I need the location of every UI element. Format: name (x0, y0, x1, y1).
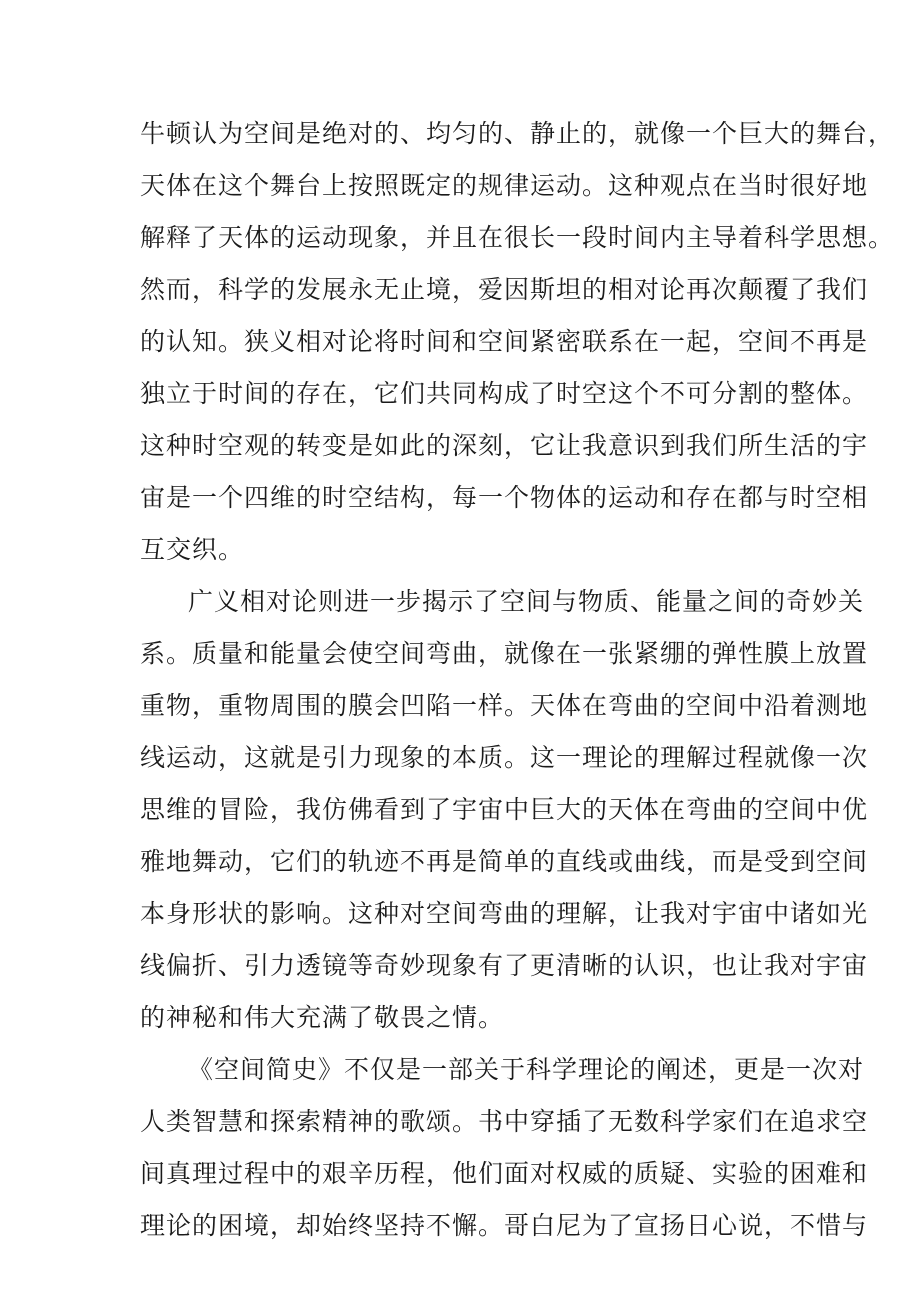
text-line: 互交织。 (140, 535, 245, 564)
text-line: 间真理过程中的艰辛历程，他们面对权威的质疑、实验的困难和 (140, 1159, 869, 1188)
text-line: 系。质量和能量会使空间弯曲，就像在一张紧绷的弹性膜上放置 (140, 639, 869, 668)
text-line: 雅地舞动，它们的轨迹不再是简单的直线或曲线，而是受到空间 (140, 847, 869, 876)
text-line: 宙是一个四维的时空结构，每一个物体的运动和存在都与时空相 (140, 483, 869, 512)
text-line: 的神秘和伟大充满了敬畏之情。 (140, 1003, 505, 1032)
text-line: 解释了天体的运动现象，并且在很长一段时间内主导着科学思想。 (140, 223, 895, 252)
paragraph-start-line: 广义相对论则进一步揭示了空间与物质、能量之间的奇妙关 (188, 587, 865, 616)
body-text (140, 108, 895, 1252)
text-line: 思维的冒险，我仿佛看到了宇宙中巨大的天体在弯曲的空间中优 (140, 795, 869, 824)
text-line: 线偏折、引力透镜等奇妙现象有了更清晰的认识，也让我对宇宙 (140, 951, 869, 980)
text-line: 人类智慧和探索精神的歌颂。书中穿插了无数科学家们在追求空 (140, 1107, 869, 1136)
text-line: 牛顿认为空间是绝对的、均匀的、静止的，就像一个巨大的舞台， (140, 119, 895, 148)
text-line: 这种时空观的转变是如此的深刻，它让我意识到我们所生活的宇 (140, 431, 869, 460)
text-line: 的认知。狭义相对论将时间和空间紧密联系在一起，空间不再是 (140, 327, 869, 356)
text-line: 天体在这个舞台上按照既定的规律运动。这种观点在当时很好地 (140, 171, 869, 200)
text-line: 重物，重物周围的膜会凹陷一样。天体在弯曲的空间中沿着测地 (140, 691, 869, 720)
text-line: 理论的困境，却始终坚持不懈。哥白尼为了宣扬日心说，不惜与 (140, 1211, 869, 1240)
text-line: 独立于时间的存在，它们共同构成了时空这个不可分割的整体。 (140, 379, 869, 408)
text-line: 线运动，这就是引力现象的本质。这一理论的理解过程就像一次 (140, 743, 869, 772)
paragraph-start-line: 《空间简史》不仅是一部关于科学理论的阐述，更是一次对 (188, 1055, 865, 1084)
text-line: 然而，科学的发展永无止境，爱因斯坦的相对论再次颠覆了我们 (140, 275, 869, 304)
text-line: 本身形状的影响。这种对空间弯曲的理解，让我对宇宙中诸如光 (140, 899, 869, 928)
